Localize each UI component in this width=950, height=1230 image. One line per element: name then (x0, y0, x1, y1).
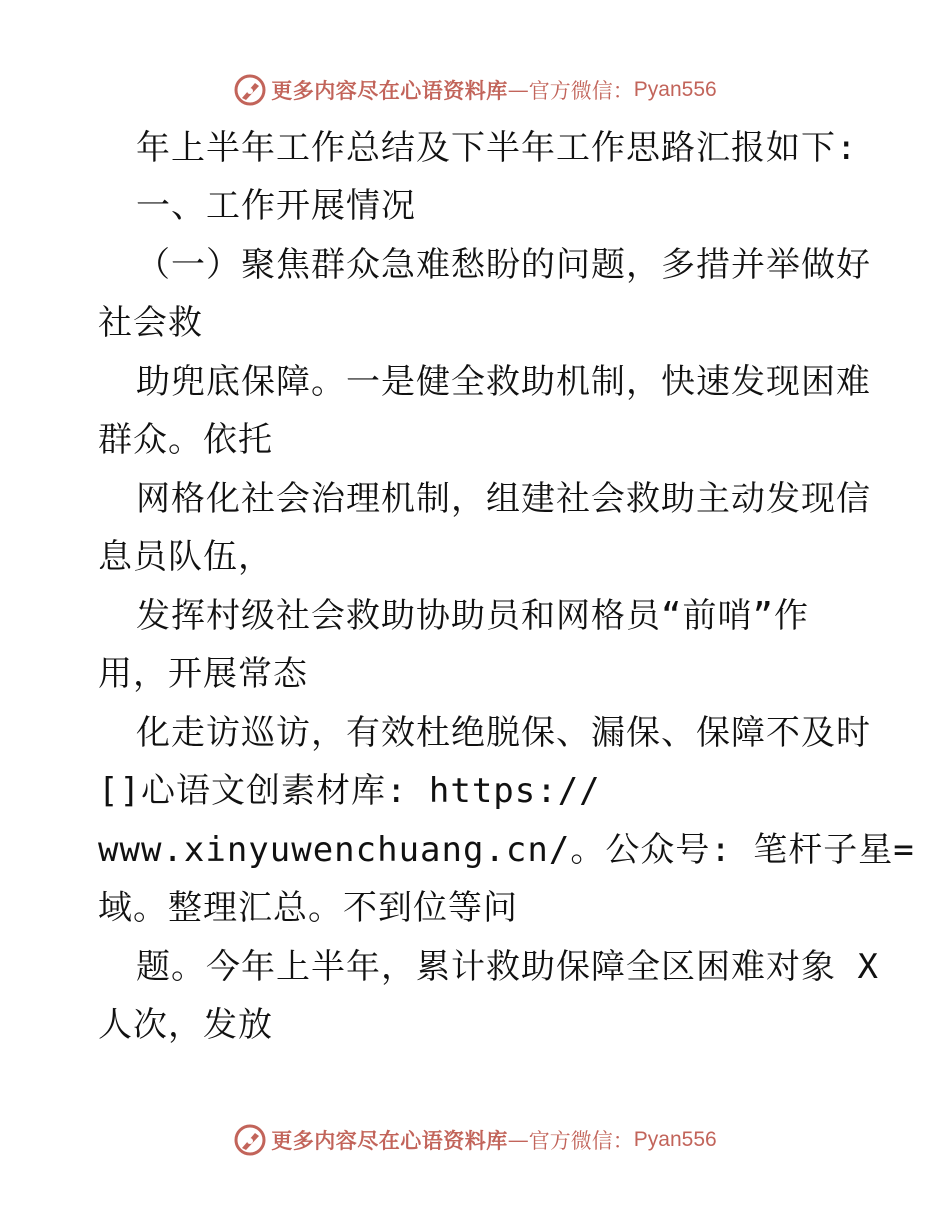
banner-separator: — (507, 78, 529, 102)
text-line: 年上半年工作总结及下半年工作思路汇报如下: (136, 128, 858, 168)
header-banner (0, 70, 950, 110)
text-line: www.xinyuwenchuang.cn/。公众号: 笔杆子星= (98, 830, 915, 870)
text-line: 用，开展常态 (98, 654, 308, 694)
banner-wechat-id: Pyan556 (633, 78, 717, 101)
text-line: 发挥村级社会救助协助员和网格员“前哨”作 (136, 596, 809, 636)
text-line: 题。今年上半年，累计救助保障全区困难对象 X (136, 947, 879, 987)
pen-logo-icon (233, 73, 267, 107)
banner-separator: — (507, 1128, 529, 1152)
banner-wechat-id: Pyan556 (633, 1128, 717, 1151)
banner-site-name: 更多内容尽在心语资料库 (271, 78, 508, 103)
text-line: 社会救 (98, 303, 203, 343)
text-line: 群众。依托 (98, 420, 273, 460)
footer-banner (0, 1120, 950, 1160)
banner-wechat-label: 官方微信： (528, 79, 634, 103)
banner-wechat-label: 官方微信： (528, 1129, 634, 1153)
pen-logo-icon (233, 1123, 267, 1157)
section-heading: 一、工作开展情况 (136, 186, 416, 226)
text-line: 息员队伍， (98, 537, 273, 577)
text-line: []心语文创素材库: https:// (98, 771, 601, 811)
text-line: 化走访巡访，有效杜绝脱保、漏保、保障不及时 (136, 713, 871, 753)
text-line: 域。整理汇总。不到位等问 (98, 888, 518, 928)
text-line: （一）聚焦群众急难愁盼的问题，多措并举做好 (136, 245, 871, 285)
text-line: 网格化社会治理机制，组建社会救助主动发现信 (136, 479, 871, 519)
text-line: 助兜底保障。一是健全救助机制，快速发现困难 (136, 362, 871, 402)
text-line: 人次，发放 (98, 1005, 273, 1045)
banner-site-name: 更多内容尽在心语资料库 (271, 1128, 508, 1153)
